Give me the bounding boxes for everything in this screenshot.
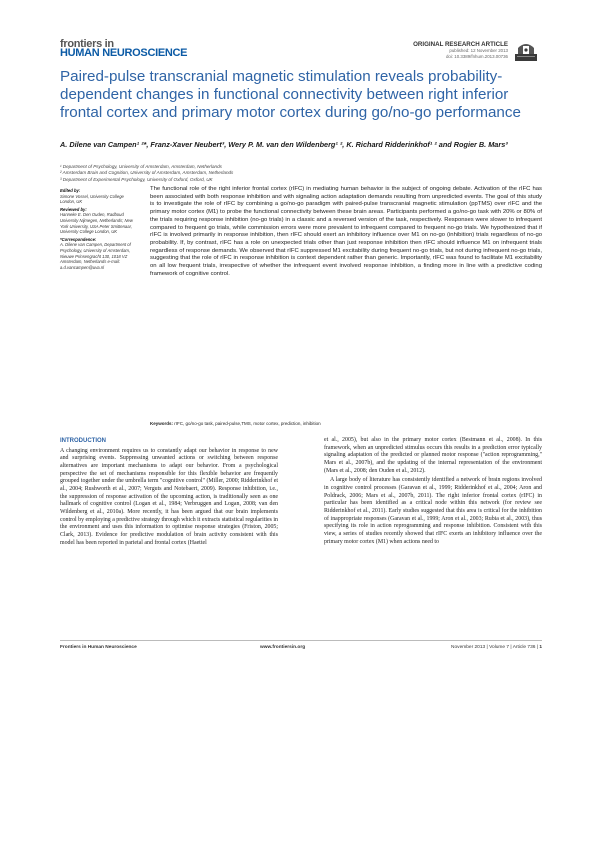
affiliations xyxy=(60,164,530,183)
abstract: The functional role of the right inferior frontal cortex (rIFC) in mediating human behavior is the subject of ongoing debate. Activation of the rIFC has been associated with both response inhibition and with signaling action adaptation demands resulting from unpredicted events. The goal of this study is to investigate the role of rIFC by combining a go/no-go paradigm with paired-pulse transcranial magnetic stimulation (ppTMS) over rIFC and the primary motor cortex (M1) to probe the functional connectivity between these brain areas. Participants performed a go/no-go task with 20% or 80% of the trials requiring response inhibition (no-go trials) in a classic and a reversed version of the task, respectively. Responses were slower to infrequent compared to frequent go trials, while commission errors were more prevalent to infrequent compared to frequent no-go trials. We hypothesized that if rIFC is involved primarily in response inhibition, then rIFC should exert an inhibitory influence over M1 on no-go (inhibition) trials regardless of no-go probability. If, by contrast, rIFC has a role on unexpected trials other than just response inhibition then rIFC should influence M1 on infrequent trials regardless of response demands. We observed that rIFC suppressed M1 excitability during frequent no-go trials, but not during infrequent no-go trials, suggesting that the role of rIFC in response inhibition is context dependent rather than generic. Importantly, rIFC was found to facilitate M1 excitability on all low frequent trials, irrespective of whether the infrequent event involved response inhibition, a finding more in line with a predictive coding framework of cognitive control. xyxy=(150,186,542,277)
article-type: ORIGINAL RESEARCH ARTICLE xyxy=(413,41,508,48)
article-meta xyxy=(413,42,508,60)
edited-by-text: Simone Vossel, University College London, UK xyxy=(60,193,124,205)
keywords-list: rIFC, go/no-go task, paired-pulse,TMS, motor cortex, prediction, inhibition xyxy=(174,421,321,426)
affiliation-1: ¹ Department of Psychology, University of Amsterdam, Amsterdam, Netherlands xyxy=(60,164,222,169)
journal-name-line2: HUMAN NEUROSCIENCE xyxy=(60,47,188,59)
affiliation-2: ² Amsterdam Brain and Cognition, University of Amsterdam, Amsterdam, Netherlands xyxy=(60,170,234,176)
editorial-sidebar xyxy=(60,188,138,272)
correspondence-label: *Correspondence: xyxy=(60,236,97,242)
paragraph: et al., 2005), but also in the primary motor cortex (Bestmann et al., 2008). In this framework, when an unpredicted stimulus occurs this results in a prediction error typically signaling adaptation of the predicted or planned motor response ("action reprogramming," Mars et al., 2007b), and the updating of the internal representation of the environment (Mars et al., 2008; den Ouden et al., 2012). xyxy=(324,437,542,474)
section-heading-introduction: INTRODUCTION xyxy=(60,438,106,444)
paragraph: A changing environment requires us to constantly adapt our behavior in response to new and surprising events. Suppressing unwanted actions or switching between response alternatives are important mechanisms to adapt our behavior. From a psychological perspective the set of mechanisms responsible for this flexible behavior are frequently grouped together under the umbrella term "cognitive control" (Miller, 2000; Ridderinkhof et al., 2004; Rushworth et al., 2007; Verguts and Notebaert, 2009). Response inhibition, i.e., the suppression of response activation of the upcoming action, is traditionally seen as one hallmark of cognitive control (Logan et al., 1984; Verbruggen and Logan, 2008; van den Wildenberg et al., 2010a). More recently, it has been argued that our brain implements control by employing a predictive strategy through which it extracts statistical regularities in the environment and uses this information to optimise response strategies (Friston, 2005; Clark, 2013). Evidence for predictive modulation of brain activity consistent with this model has been reported in parietal and frontal cortex (Haettel xyxy=(60,447,278,546)
affiliation-3: ³ Department of Experimental Psychology, University of Oxford, Oxford, UK xyxy=(60,176,213,182)
published-date: published: 12 November 2013 xyxy=(449,48,508,53)
edited-by-block xyxy=(60,188,138,205)
page-number: 1 xyxy=(539,645,542,650)
footer-issue-text: November 2013 | Volume 7 | Article 736 | xyxy=(451,645,538,650)
keywords-label: Keywords: xyxy=(150,421,174,426)
footer-journal: Frontiers in Human Neuroscience xyxy=(60,645,137,650)
keywords xyxy=(150,421,542,426)
paragraph: A large body of literature has consistently identified a network of brain regions involved in cognitive control processes (Garavan et al., 1999; Ridderinkhof et al., 2004; Aron and Poldrack, 2006; Mars et al., 2007b, 2011). The right inferior frontal cortex (rIFC) in particular has been identified as a critical node within this network (for review see Ridderinkhof et al., 2011). Early studies suggested that this area is critical for the inhibition of inappropriate responses (Garavan et al., 1999; Aron et al., 2003; Rubia et al., 2003), thus specifying its role in action reprogramming and response inhibition. Consistent with this view, a series of studies recently showed that rIFC exerts an inhibitory influence over the primary motor cortex (M1) when actions need to xyxy=(324,477,542,545)
reviewed-by-block xyxy=(60,207,138,235)
page-footer xyxy=(60,640,542,654)
journal-name-line1: frontiers in xyxy=(60,38,114,50)
footer-issue xyxy=(451,645,542,650)
journal-logo xyxy=(60,40,187,58)
doi: doi: 10.3389/fnhum.2013.00736 xyxy=(445,54,508,59)
footer-website[interactable]: www.frontiersin.org xyxy=(260,645,306,650)
author-list: A. Dilene van Campen¹ ²*, Franz-Xaver Neubert³, Wery P. M. van den Wildenberg¹ ², K. Richard Ridderinkhof¹ ² and Rogier B. Mars³ xyxy=(60,140,508,149)
open-access-icon xyxy=(513,40,539,62)
correspondence-block xyxy=(60,237,138,271)
article-title: Paired-pulse transcranial magnetic stimulation reveals probability-dependent changes in functional connectivity between right inferior frontal cortex and primary motor cortex during go/no-go performance xyxy=(60,68,521,121)
body-column-right xyxy=(324,437,542,546)
reviewed-by-text: Hanneke E. Den Ouden, Radboud University Nijmegen, Netherlands; New York University, USA Peter Smittenaar, University College London, UK xyxy=(60,212,133,235)
edited-by-label: Edited by: xyxy=(60,188,81,193)
reviewed-by-label: Reviewed by: xyxy=(60,206,87,212)
body-column-left xyxy=(60,438,278,547)
correspondence-text: A. Dilene van Campen, Department of Psychology, University of Amsterdam, Nieuwe Prinsengracht 130, 1018 VZ Amsterdam, Netherlands e-mail: a.d.vancampen@uva.nl xyxy=(60,242,131,270)
